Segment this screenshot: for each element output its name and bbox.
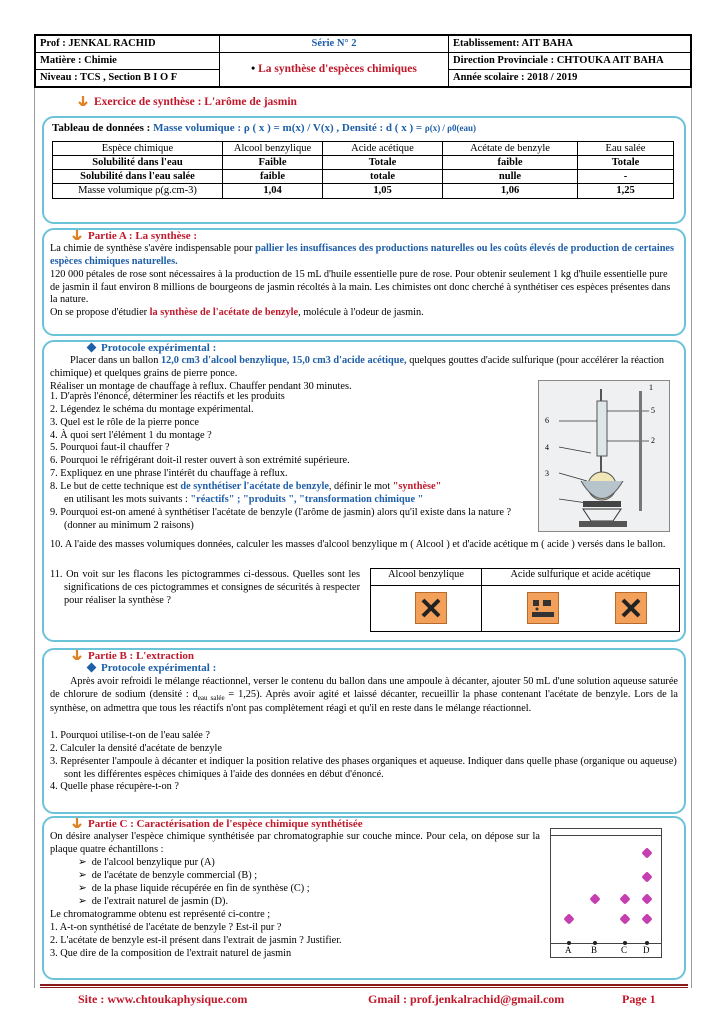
diagram-label: 6: [545, 416, 549, 425]
part-c-title: Partie C : Caractérisation de l'espèce chimique synthétisée: [72, 818, 363, 832]
table-row: [53, 156, 674, 170]
question: 6. Pourquoi le réfrigérant doit-il rester ouvert à son extrémité supérieure.: [50, 455, 350, 467]
diagram-label: 3: [545, 469, 549, 478]
question: 2. Légendez le schéma du montage expérimental.: [50, 403, 254, 415]
question: 5. Pourquoi faut-il chauffer ?: [50, 442, 170, 454]
chromatogram-spot: [619, 913, 630, 924]
diamond-icon: [87, 663, 97, 673]
table-row: [53, 170, 674, 184]
table-cell: faible: [443, 156, 578, 170]
data-table: [52, 141, 674, 199]
chromatogram-spot: [563, 913, 574, 924]
question: 4. Quelle phase récupère-t-on ?: [50, 781, 179, 793]
part-b-subtitle: Protocole expérimental :: [88, 662, 216, 676]
chromatogram-spot: [619, 893, 630, 904]
diagram-label: 5: [651, 406, 655, 415]
direction: Direction Provinciale : CHTOUKA AIT BAHA: [449, 53, 691, 70]
part-a-box: [42, 228, 686, 336]
pict-header: Acide sulfurique et acide acétique: [482, 569, 679, 586]
chromatogram-spot: [641, 871, 652, 882]
lane-label: C: [621, 945, 628, 955]
lane-label: B: [591, 945, 598, 955]
topic: • La synthèse d'espèces chimiques: [220, 53, 449, 87]
table-cell: 1,06: [443, 184, 578, 198]
part-b-questions: [50, 730, 678, 794]
table-intro: Tableau de données : Masse volumique : ρ ( x ) = m(x) / V(x) , Densité : d ( x ) = ρ(x) / ρ0(eau): [52, 122, 476, 134]
question: 1. A-t-on synthétisé de l'acétate de benzyle ? Est-il pur ?: [50, 921, 282, 933]
table-cell: Alcool benzylique: [223, 142, 323, 156]
part-b-box: [42, 648, 686, 814]
arrow-icon: [72, 650, 82, 660]
question: 4. À quoi sert l'élément 1 du montage ?: [50, 429, 212, 441]
arrow-icon: [72, 818, 82, 828]
table-cell: Acide acétique: [323, 142, 443, 156]
table-row: [53, 184, 674, 198]
chromatogram-spot: [641, 893, 652, 904]
part-c-text: On désire analyser l'espèce chimique synthétisée par chromatographie sur couche mince. Pour cela, on dépose sur la plaque quatre échantillons :: [50, 831, 540, 855]
list-item: ➢ de l'acétate de benzyle commercial (B) ;: [78, 869, 258, 881]
part-b-title: Partie B : L'extraction: [72, 650, 194, 664]
arrow-icon: [78, 96, 88, 106]
list-item: ➢ de la phase liquide récupérée en fin de synthèse (C) ;: [78, 882, 310, 894]
lane-label: A: [565, 945, 572, 955]
table-row: [53, 142, 674, 156]
question: 1. Pourquoi utilise-t-on de l'eau salée ?: [50, 730, 210, 741]
chromatogram-spot: [641, 847, 652, 858]
table-cell: Totale: [323, 156, 443, 170]
diagram-label: 2: [651, 436, 655, 445]
table-cell: Totale: [578, 156, 674, 170]
part-a-title: Partie A : La synthèse :: [72, 230, 197, 244]
question: en utilisant les mots suivants : "réactifs" ; "produits ", "transformation chimique ": [64, 493, 424, 505]
table-cell: Solubilité dans l'eau salée: [53, 170, 223, 184]
chromatogram-spot: [641, 913, 652, 924]
question: 2. L'acétate de benzyle est-il présent dans l'extrait de jasmin ? Justifier.: [50, 934, 342, 946]
question: 8. Le but de cette technique est de synthétiser l'acétate de benzyle, définir le mot "synthèse": [50, 481, 442, 493]
table-cell: 1,05: [323, 184, 443, 198]
question: 9. Pourquoi est-on amené à synthétiser l'acétate de benzyle (l'arôme de jasmin) alors qu'il existe dans la nature ? (donner au minimum 2 raisons): [50, 506, 512, 531]
pict-header: Alcool benzylique: [371, 569, 482, 586]
chromatogram-caption: Le chromatogramme obtenu est représenté ci-contre ;: [50, 909, 271, 920]
header-table: [34, 34, 692, 88]
question: 7. Expliquez en une phrase l'intérêt du chauffage à reflux.: [50, 468, 288, 480]
table-cell: Masse volumique ρ(g.cm-3): [53, 184, 223, 198]
table-cell: 1,04: [223, 184, 323, 198]
table-cell: nulle: [443, 170, 578, 184]
corrosive-pictogram-icon: [527, 592, 559, 624]
question: 2. Calculer la densité d'acétate de benzyle: [50, 742, 222, 754]
footer-page: Page 1: [622, 992, 656, 1006]
table-cell: faible: [223, 170, 323, 184]
diagram-label: 1: [649, 383, 653, 392]
question: 11. On voit sur les flacons les pictogrammes ci-dessous. Quelles sont les significations de ces pictogrammes et consignes de sécurités à respecter pour réaliser la synthèse ?: [50, 569, 360, 606]
annee: Année scolaire : 2018 / 2019: [449, 70, 691, 87]
table-cell: Espèce chimique: [53, 142, 223, 156]
question: 1. D'après l'énoncé, déterminer les réactifs et les produits: [50, 391, 285, 402]
pictogram-table: [370, 568, 680, 632]
harmful-pictogram-icon: [615, 592, 647, 624]
part-a-text: La chimie de synthèse s'avère indispensable pour pallier les insuffisances des productions naturelles ou les coûts élevés de production de certaines espèces chimiques naturelles. 120 000 pétales de rose sont nécessaires à la production de 15 mL d'huile essentielle pure de rose. Pour obtenir seulement 1 kg d'huile essentielle pure de jasmin il faut environ 8 millions de bourgeons de jasmin récoltés à la main. Les chimistes ont donc cherché à synthétiser ces espèces présentes dans la nature. On se propose d'étudier la synthèse de l'acétate de benzyle, molécule à l'odeur de jasmin.: [50, 243, 675, 319]
niveau: Niveau : TCS , Section B I O F: [36, 70, 220, 87]
footer-gmail: Gmail : prof.jenkalrachid@gmail.com: [368, 992, 565, 1006]
lane-label: D: [643, 945, 650, 955]
table-cell: Faible: [223, 156, 323, 170]
sample-list: [78, 857, 538, 908]
harmful-pictogram-icon: [415, 592, 447, 624]
protocole-box: [42, 340, 686, 642]
part-b-text: Après avoir refroidi le mélange réactionnel, verser le contenu du ballon dans une ampoule à décanter, ajouter 50 mL d'une solution aqueuse saturée de chlorure de sodium (densité : $d_{eau salée} = 1,25$). Après avoir agité et laissé décanter, recueillir la phase contenant l'acétate de benzyle. Lors de la synthèse, on admettra que tous les réactifs n'ont pas complètement réagi et qu'il en reste dans le mélange réactionnel.: [50, 676, 678, 714]
diamond-icon: [87, 343, 97, 353]
part-c-box: [42, 816, 686, 980]
reflux-apparatus-diagram: [538, 380, 670, 532]
question: 3. Quel est le rôle de la pierre ponce: [50, 416, 199, 428]
list-item: ➢ de l'alcool benzylique pur (A): [78, 857, 215, 868]
chromatogram-plate: [550, 828, 662, 958]
footer-site: Site : www.chtoukaphysique.com: [78, 992, 248, 1006]
protocole-questions: [50, 391, 520, 532]
footer-rule: [40, 984, 688, 986]
diagram-label: 4: [545, 443, 549, 452]
serie: Série N° 2: [220, 36, 449, 53]
table-cell: Eau salée: [578, 142, 674, 156]
etab: Etablissement: AIT BAHA: [449, 36, 691, 53]
table-cell: Solubilité dans l'eau: [53, 156, 223, 170]
prof: Prof : JENKAL RACHID: [36, 36, 220, 53]
table-cell: -: [578, 170, 674, 184]
question: 3. Représenter l'ampoule à décanter et indiquer la position relative des phases organiques et aqueuse. Indiquer dans quelle phase (organique ou aqueuse) sont les différentes espèces chimiques à l'aide des données en début d'énoncé.: [50, 755, 677, 780]
question: 3. Que dire de la composition de l'extrait naturel de jasmin: [50, 947, 292, 959]
protocole-intro: Placer dans un ballon 12,0 cm3 d'alcool benzylique, 15,0 cm3 d'acide acétique, quelques gouttes d'acide sulfurique (pour accélérer la réaction chimique) et quelques grains de pierre ponce. Réaliser un montage de chauffage à reflux. Chauffer pendant 30 minutes.: [50, 355, 665, 392]
exercise-title: Exercice de synthèse : L'arôme de jasmin: [78, 95, 297, 109]
part-c-questions: [50, 909, 540, 960]
chromatogram-spot: [589, 893, 600, 904]
table-cell: Acétate de benzyle: [443, 142, 578, 156]
table-cell: totale: [323, 170, 443, 184]
list-item: ➢ de l'extrait naturel de jasmin (D).: [78, 895, 229, 907]
data-table-box: [42, 116, 686, 224]
table-cell: 1,25: [578, 184, 674, 198]
protocole-title: Protocole expérimental :: [88, 342, 216, 356]
question: 10. A l'aide des masses volumiques données, calculer les masses d'alcool benzylique m ( Alcool ) et d'acide acétique m ( acide ) versés dans le ballon.: [50, 539, 666, 550]
reflux-apparatus-icon: [539, 381, 669, 531]
arrow-icon: [72, 230, 82, 240]
matiere: Matière : Chimie: [36, 53, 220, 70]
